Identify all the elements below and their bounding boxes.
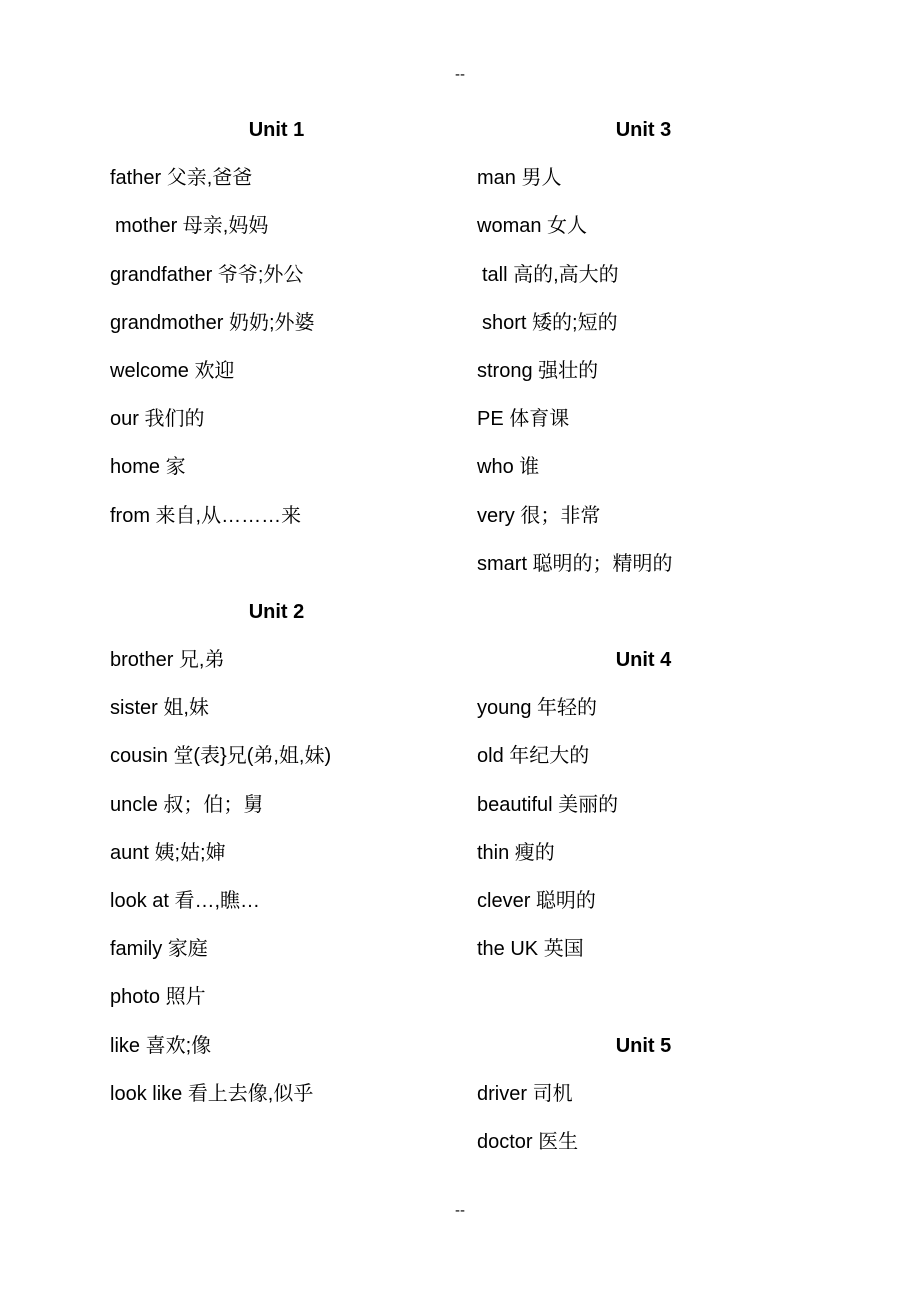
vocab-item: family 家庭: [110, 938, 208, 961]
vocab-item: who 谁: [477, 456, 540, 479]
unit-1-heading: Unit 1: [248, 119, 305, 141]
vocab-item: strong 强壮的: [477, 359, 599, 382]
vocab-item: like 喜欢;像: [110, 1034, 212, 1057]
right-column: [477, 106, 837, 1166]
vocab-item: beautiful 美丽的: [477, 793, 619, 816]
unit-5-heading: Unit 5: [615, 1034, 672, 1057]
vocab-item: smart 聪明的；精明的: [477, 552, 673, 575]
vocab-item: woman 女人: [477, 215, 588, 238]
vocab-item: man 男人: [477, 167, 562, 190]
vocab-item: from 来自,从………来: [110, 504, 302, 527]
vocab-item: look at 看…,瞧…: [110, 890, 261, 912]
vocab-item: grandmother 奶奶;外婆: [110, 311, 315, 334]
vocab-item: very 很；非常: [477, 504, 601, 527]
footer-mark: --: [455, 1202, 465, 1219]
unit-2-heading: Unit 2: [248, 600, 305, 623]
spacer: [477, 588, 837, 636]
vocab-item: father 父亲,爸爸: [110, 167, 253, 190]
spacer: [110, 540, 470, 588]
vocab-item: sister 姐,妹: [110, 697, 209, 720]
unit-3-heading: Unit 3: [615, 119, 672, 141]
vocab-item: photo 照片: [110, 986, 206, 1009]
vocab-item: thin 瘦的: [477, 841, 555, 864]
vocab-item: look like 看上去像,似乎: [110, 1082, 314, 1105]
vocab-item: cousin 堂(表}兄(弟,姐,妹): [110, 745, 332, 768]
vocab-item: PE 体育课: [477, 408, 570, 431]
vocab-item: the UK 英国: [477, 938, 584, 961]
vocab-item: tall 高的,高大的: [482, 263, 619, 286]
vocab-item: mother 母亲,妈妈: [115, 215, 269, 238]
vocab-item: home 家: [110, 456, 186, 479]
vocab-item: short 矮的;短的: [482, 311, 618, 334]
vocab-item: our 我们的: [110, 408, 205, 431]
spacer: [477, 973, 837, 1021]
vocab-item: driver 司机: [477, 1082, 573, 1105]
vocab-item: welcome 欢迎: [110, 359, 235, 382]
header-mark: --: [455, 66, 465, 83]
vocab-item: uncle 叔；伯；舅: [110, 793, 264, 816]
left-column: [110, 106, 470, 1118]
vocab-item: aunt 姨;姑;婶: [110, 841, 226, 864]
vocab-item: doctor 医生: [477, 1130, 579, 1153]
vocab-item: brother 兄,弟: [110, 649, 225, 672]
unit-4-heading: Unit 4: [615, 649, 672, 672]
vocab-item: clever 聪明的: [477, 890, 596, 912]
vocab-item: grandfather 爷爷;外公: [110, 263, 304, 286]
vocab-item: old 年纪大的: [477, 745, 590, 768]
vocab-item: young 年轻的: [477, 697, 598, 720]
